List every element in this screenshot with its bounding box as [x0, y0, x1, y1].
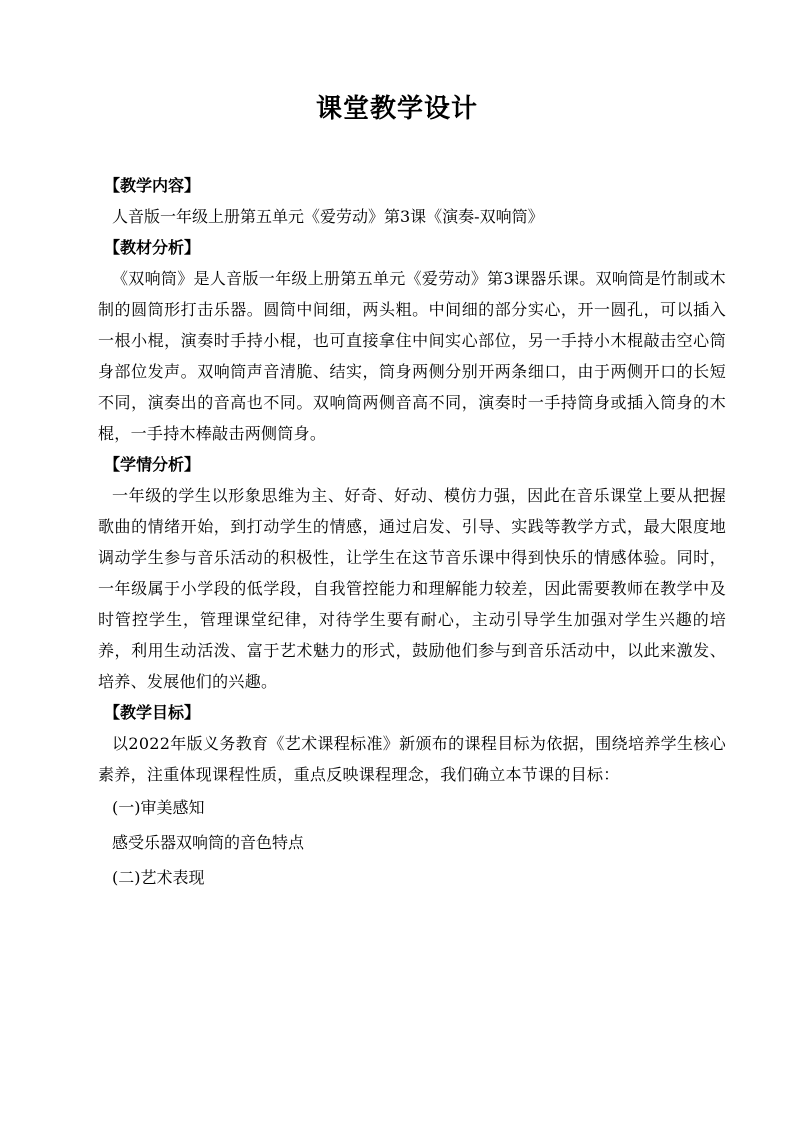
- section-heading-material: 【教材分析】: [104, 238, 201, 257]
- section-heading-content: 【教学内容】: [104, 176, 201, 195]
- section-heading-students: 【学情分析】: [104, 455, 201, 474]
- goal-item-label: (二)艺术表现: [112, 868, 205, 887]
- material-paragraph: 《双响筒》是人音版一年级上册第五单元《爱劳动》第3课器乐课。双响筒是竹制或木制的圆筒形打击乐器。圆筒中间细，两头粗。中间细的部分实心，开一圆孔，可以插入一根小棍，演奏时手持小棍，也可直接拿住中间实心部位，另一手持小木棍敲击空心筒身部位发声。双响筒声音清脆、结实，筒身两侧分别开两条细口，由于两侧开口的长短不同，演奏出的音高也不同。双响筒两侧音高不同，演奏时一手持筒身或插入筒身的木棍，一手持木棒敲击两侧筒身。: [98, 269, 726, 443]
- goal-item-label: (一)审美感知: [112, 798, 205, 817]
- section-heading-goals: 【教学目标】: [104, 703, 201, 722]
- students-paragraph: 一年级的学生以形象思维为主、好奇、好动、模仿力强，因此在音乐课堂上要从把握歌曲的情绪开始，到打动学生的情感，通过启发、引导、实践等教学方式，最大限度地调动学生参与音乐活动的积极性，让学生在这节音乐课中得到快乐的情感体验。同时，一年级属于小学段的低学段，自我管控能力和理解能力较差，因此需要教师在教学中及时管控学生，管理课堂纪律，对待学生要有耐心，主动引导学生加强对学生兴趣的培养，利用生动活泼、富于艺术魅力的形式，鼓励他们参与到音乐活动中，以此来激发、培养、发展他们的兴趣。: [98, 486, 726, 691]
- document-body: [98, 170, 726, 895]
- page-title: 课堂教学设计: [315, 94, 478, 124]
- content-text: 人音版一年级上册第五单元《爱劳动》第3课《演奏-双响筒》: [112, 207, 544, 226]
- goal-item-detail: 感受乐器双响筒的音色特点: [112, 833, 305, 852]
- goals-paragraph: 以2022年版义务教育《艺术课程标准》新颁布的课程目标为依据，围绕培养学生核心素养，注重体现课程性质，重点反映课程理念，我们确立本节课的目标：: [98, 734, 726, 784]
